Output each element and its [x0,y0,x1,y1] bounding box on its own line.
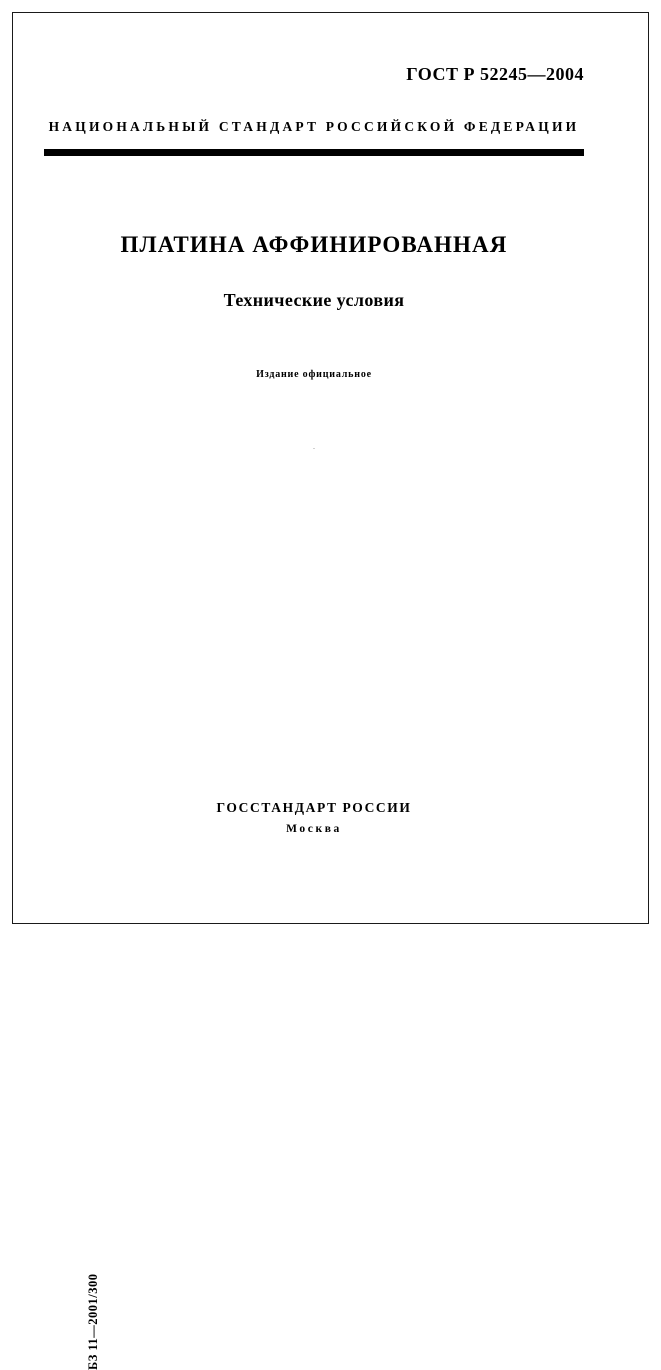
cover-content [44,40,584,451]
standard-number: ГОСТ Р 52245—2004 [406,64,584,84]
publisher-name: ГОССТАНДАРТ РОССИИ [216,800,412,815]
registration-mark: . [313,442,315,451]
page-subtitle: Технические условия [223,290,405,310]
page-title: ПЛАТИНА АФФИНИРОВАННАЯ [120,232,508,257]
publisher-city: Москва [286,823,342,835]
edition-note: Издание официальное [256,369,372,380]
header-rule [44,149,584,156]
cover-footer [44,800,584,835]
spine-code: БЗ 11—2001/300 [86,1273,100,1370]
national-standard-heading: НАЦИОНАЛЬНЫЙ СТАНДАРТ РОССИЙСКОЙ ФЕДЕРАЦИИ [48,119,580,134]
